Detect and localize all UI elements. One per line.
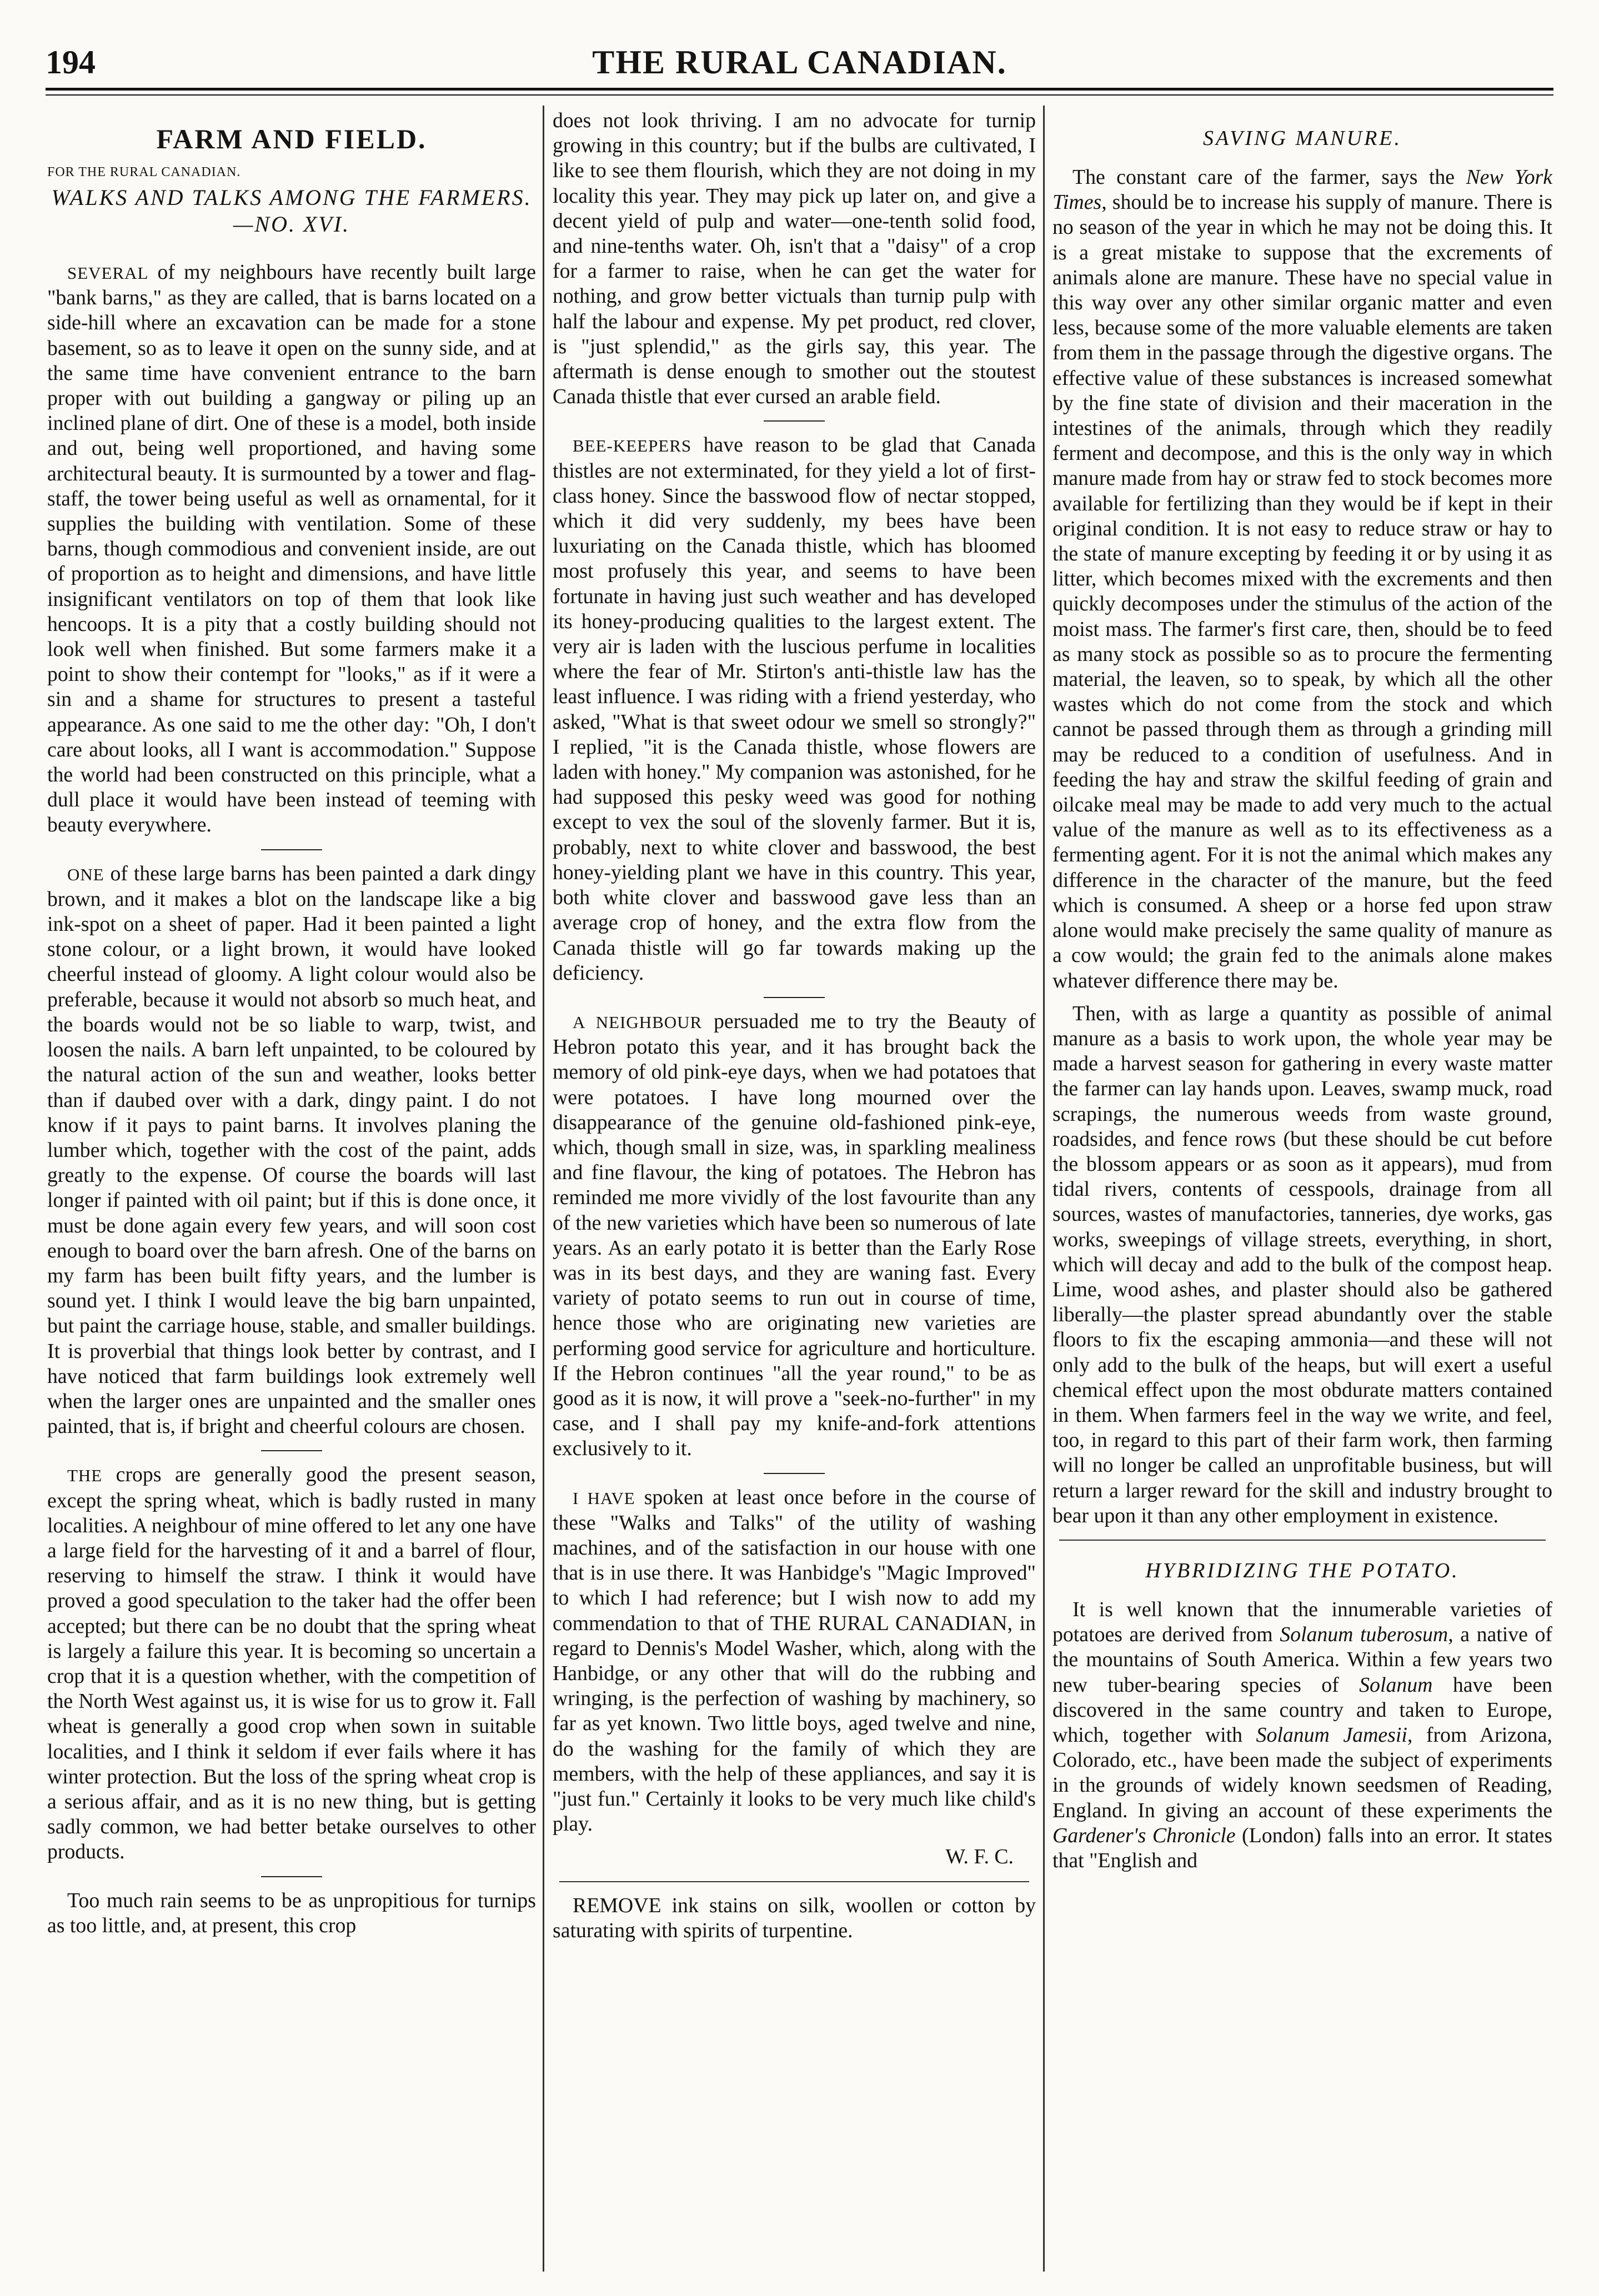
column-3: [1052, 108, 1552, 2274]
paragraph-text: of my neighbours have recently built large "bank barns," as they are called, that is barns located on a side-hill where an excavation can be made for a stone basement, so as to leave it open on the sunny side, and at the same time have convenient entrance to the barn proper with out building a gangway or piling up an inclined plane of dirt. One of these is a model, both inside and out, being well proportioned, and having some architectural beauty. It is surmounted by a tower and flag-staff, the tower being useful as well as ornamental, for it supplies the building with ventilation. Some of these barns, though commodious and convenient inside, are out of proportion as to height and dimensions, and have little insignificant ventilators on top of them that look like hencoops. It is a pity that a costly building should not look well when finished. But some farmers make it a point to show their contempt for "looks," as if it were a sin and a shame for structures to present a tasteful appearance. As one said to me the other day: "Oh, I don't care about looks, all I want is accommodation." Suppose the world had been constructed on this principle, what a dull place it would have been instead of teeming with beauty everywhere.: [47, 260, 536, 837]
paragraph-text: , from Arizona, Colorado, etc., have been made the subject of experiments in the grounds of widely known seedsmen of Reading, England. In giving an account of these experiments the: [1052, 1723, 1552, 1822]
paragraph-text: crops are generally good the present season, except the spring wheat, which is badly rusted in many localities. A neighbour of mine offered to let any one have a large field for the harvesting of it and a barrel of flour, reserving to himself the straw. I think it would have proved a good speculation to the taker had the offer been accepted; but there can be no doubt that the spring wheat is largely a failure this year. It is becoming so uncertain a crop that it is a question whether, with the competition of the North West against us, it is wise for us to grow it. Fall wheat is generally a good crop when sown in suitable localities, and I think it seldom if ever fails where it has winter protection. But the loss of the spring wheat crop is a serious affair, and as it is no new thing, but is getting sadly common, we had better betake ourselves to other products.: [47, 1463, 536, 1864]
paragraph: REMOVE ink stains on silk, woollen or cotton by saturating with spirits of turpentine.: [553, 1893, 1036, 1942]
paragraph-text: , should be to increase his supply of manure. There is no season of the year in which he may not be doing this. It is a great mistake to suppose that the excrements of animals alone are manure. These have no special value in this way over any other similar organic matter and even less, because some of the more valuable elements are taken from them in the passage through the digestive organs. The effective value of these substances is increased somewhat by the fine state of division and their maceration in the intestines of the animals, through which they readily ferment and decompose, and this is the only way in which manure made from hay or straw fed to stock becomes more available for fertilizing than they would be if kept in their original condition. It is not easy to reduce straw or hay to the state of manure excepting by feeding it or by using it as litter, which becomes mixed with the excrements and then quickly decomposes under the stimulus of the action of the moist mass. The farmer's first care, then, should be to feed as many stock as possible so as to procure the fermenting material, the leaven, so to speak, by which all the other wastes which do not come from the stock and which cannot be passed through them as through a grinding mill may be reduced to a condition of usefulness. And in feeding the hay and straw the skilful feeding of grain and oilcake meal may be made to add very much to the actual value of the manure as well as to its effectiveness as a fermenting agent. For it is not the animal which makes any difference in the character of the manure, but the feed which is consumed. A sheep or a horse fed upon straw alone would make precisely the same quality of manure as a cow would; the grain fed to the animals alone makes whatever difference there may be.: [1052, 191, 1552, 992]
page-number: 194: [46, 44, 96, 81]
paragraph: [47, 260, 536, 838]
paragraph: [47, 1462, 536, 1864]
article-heading-hybridizing-the-potato: HYBRIDIZING THE POTATO.: [1145, 1558, 1460, 1582]
section-divider: [261, 1876, 322, 1877]
species-name: Solanum tuberosum: [1280, 1623, 1448, 1647]
section-divider: [559, 1881, 1029, 1882]
lead-word: I HAVE: [573, 1488, 635, 1508]
lead-word: THE: [67, 1466, 103, 1486]
series-title: WALKS AND TALKS AMONG THE FARMERS.—NO. XVI.: [51, 185, 532, 237]
journal-title: THE RURAL CANADIAN.: [592, 44, 1007, 81]
lead-word: BEE-KEEPERS: [573, 436, 692, 456]
source-name: Gardener's Chronicle: [1052, 1823, 1236, 1847]
paragraph-text: have been discovered in the same country and taken to Europe, which, together with: [1052, 1673, 1552, 1747]
paragraph: [553, 1009, 1036, 1462]
paragraph-text: have reason to be glad that Canada thistles are not exterminated, for they yield a lot of first-class honey. Since the basswood flow of nectar stopped, which it did very suddenly, my bees have been luxuriating on the Canada thistle, which has bloomed most profusely this year, and seems to have been fortunate in having just such weather and has developed its honey-producing qualities to the largest extent. The very air is laden with the luscious perfume in localities where the fear of Mr. Stirton's anti-thistle law has the least influence. I was riding with a friend yesterday, who asked, "What is that sweet odour we smell so strongly?" I replied, "it is the Canada thistle, whose flowers are laden with honey." My companion was astonished, for he had supposed this pesky weed was good for nothing except to vex the soul of the slovenly farmer. But it is, probably, next to white clover and basswood, the best honey-yielding plant we have in this country. This year, both white clover and basswood gave less than an average crop of honey, and the extra flow from the Canada thistle will go far towards making up the deficiency.: [553, 433, 1036, 985]
paragraph: [553, 433, 1036, 985]
paragraph-text: , a native of the mountains of South America. Within a few years two new tuber-bearing species of: [1052, 1623, 1552, 1697]
column-2: [553, 108, 1036, 2274]
section-heading-farm-and-field: FARM AND FIELD.: [156, 123, 427, 154]
section-divider: [261, 1450, 322, 1451]
header-rule-thin: [46, 94, 1553, 96]
section-divider: [261, 849, 322, 850]
source-name: New York Times: [1052, 166, 1552, 214]
column-divider-1: [543, 106, 544, 2272]
species-name: Solanum Jamesii: [1256, 1723, 1407, 1747]
author-signature: W. F. C.: [945, 1845, 1014, 1869]
section-divider: [1059, 1540, 1546, 1541]
section-divider: [764, 420, 825, 422]
article-heading-saving-manure: SAVING MANURE.: [1202, 127, 1402, 150]
column-divider-2: [1043, 106, 1045, 2272]
paragraph: [553, 1485, 1036, 1837]
lead-word: ONE: [67, 864, 104, 884]
species-name: Solanum: [1359, 1673, 1433, 1697]
paragraph: [1052, 1597, 1552, 1873]
section-divider: [764, 997, 825, 998]
section-divider: [764, 1473, 825, 1474]
paragraph: Too much rain seems to be as unpropitious for turnips as too little, and, at present, this crop: [47, 1888, 536, 1937]
paragraph-text: of these large barns has been painted a dark dingy brown, and it makes a blot on the landscape like a big ink-spot on a sheet of paper. Had it been painted a light stone colour, or a light brown, it would have looked cheerful instead of gloomy. A light colour would also be preferable, because it would not absorb so much heat, and the boards would not be so liable to warp, twist, and loosen the nails. A barn left unpainted, to be coloured by the natural action of the sun and weather, looks better than if daubed over with a dark, dingy paint. I do not know if it pays to paint barns. It involves planing the lumber which, together with the cost of the paint, adds greatly to the expense. Of course the boards will last longer if painted with oil paint; but if this is done once, it must be done again every few years, and will soon cost enough to board over the barn afresh. One of the barns on my farm has been built fifty years, and the lumber is sound yet. I think I would leave the big barn unpainted, but paint the carriage house, stable, and smaller buildings. It is proverbial that things look better by contrast, and I have noticed that farm buildings look extremely well when the larger ones are unpainted and the smaller ones painted, that is, if bright and cheerful colours are chosen.: [47, 861, 536, 1438]
for-line: FOR THE RURAL CANADIAN.: [47, 165, 241, 179]
paragraph-text: persuaded me to try the Beauty of Hebron potato this year, and it has brought back the memory of old pink-eye days, when we had potatoes that were potatoes. I have long mourned over the disappearance of the genuine old-fashioned pink-eye, which, though small in size, was, in sparkling mealiness and fine flavour, the king of potatoes. The Hebron has reminded me more vividly of the lost favourite than any of the new varieties which have been so numerous of late years. As an early potato it is better than the Early Rose was in its best days, and they are waning fast. Every variety of potato seems to run out in course of time, hence those who are originating new varieties are performing good service for agriculture and horticulture. If the Hebron continues "all the year round," to be as good as it is now, it will prove a "seek-no-further" in my case, and I shall pay my knife-and-fork attentions exclusively to it.: [553, 1009, 1036, 1461]
header-rule-thick: [46, 88, 1553, 91]
paragraph-text: (London) falls into an error. It states that "English and: [1052, 1823, 1552, 1872]
paragraph-continued: does not look thriving. I am no advocate for turnip growing in this country; but if the bulbs are cultivated, I like to see them flourish, which they are not doing in my locality this year. They may pick up later on, and give a decent yield of pulp and water—one-tenth solid food, and nine-tenths water. Oh, isn't that a "daisy" of a crop for a farmer to raise, when he can get the water for nothing, and grow better victuals than turnip pulp with half the labour and expense. My pet product, red clover, is "just splendid," as the girls say, this year. The aftermath is dense enough to smother out the stoutest Canada thistle that ever cursed an arable field.: [553, 109, 1036, 409]
paragraph: [1052, 165, 1552, 994]
paragraph-text: spoken at least once before in the course of these "Walks and Talks" of the utility of washing machines, and of the satisfaction in our house with one that is in use there. It was Hanbidge's "Magic Improved" to which I had reference; but I wish now to add my commendation to that of THE RURAL CANADIAN, in regard to Dennis's Model Washer, which, along with the Hanbidge, or any other that will do the rubbing and wringing, is the perfection of washing by machinery, so far as yet known. Two little boys, aged twelve and nine, do the washing for the family of which they are members, with the help of these appliances, and say it is "just fun." Certainly it looks to be very much like child's play.: [553, 1485, 1036, 1836]
paragraph-text: It is well known that the innumerable varieties of potatoes are derived from: [1052, 1597, 1552, 1647]
paragraph-text: The constant care of the farmer, says the: [1072, 166, 1466, 189]
paragraph: [47, 861, 536, 1440]
paragraph: Then, with as large a quantity as possible of animal manure as a basis to work upon, the whole year may be made a harvest season for gathering in every waste matter the farmer can lay hands upon. Leaves, swamp muck, road scrapings, the numerous weeds from waste ground, roadsides, and fence rows (but these should be cut before the blossom appears or as soon as it appears), mud from tidal rivers, contents of cesspools, drainage from all sources, wastes of manufactories, tanneries, dye works, gas works, sweepings of village streets, everything, in short, which will decay and add to the bulk of the compost heap. Lime, wood ashes, and plaster should also be gathered liberally—the plaster spread abundantly over the stable floors to fix the escaping ammonia—and these will not only add to the bulk of the heaps, but will exert a useful chemical effect upon the most obdurate matters contained in them. When farmers feel in the way we write, and feel, too, in regard to this part of their farm work, then farming will no longer be called an unprofitable business, but will return a larger reward for the skill and industry brought to bear upon it than any other employment in existence.: [1052, 1001, 1552, 1527]
lead-word: A NEIGHBOUR: [573, 1012, 703, 1032]
column-1: [47, 108, 536, 2274]
lead-word: SEVERAL: [67, 263, 149, 283]
